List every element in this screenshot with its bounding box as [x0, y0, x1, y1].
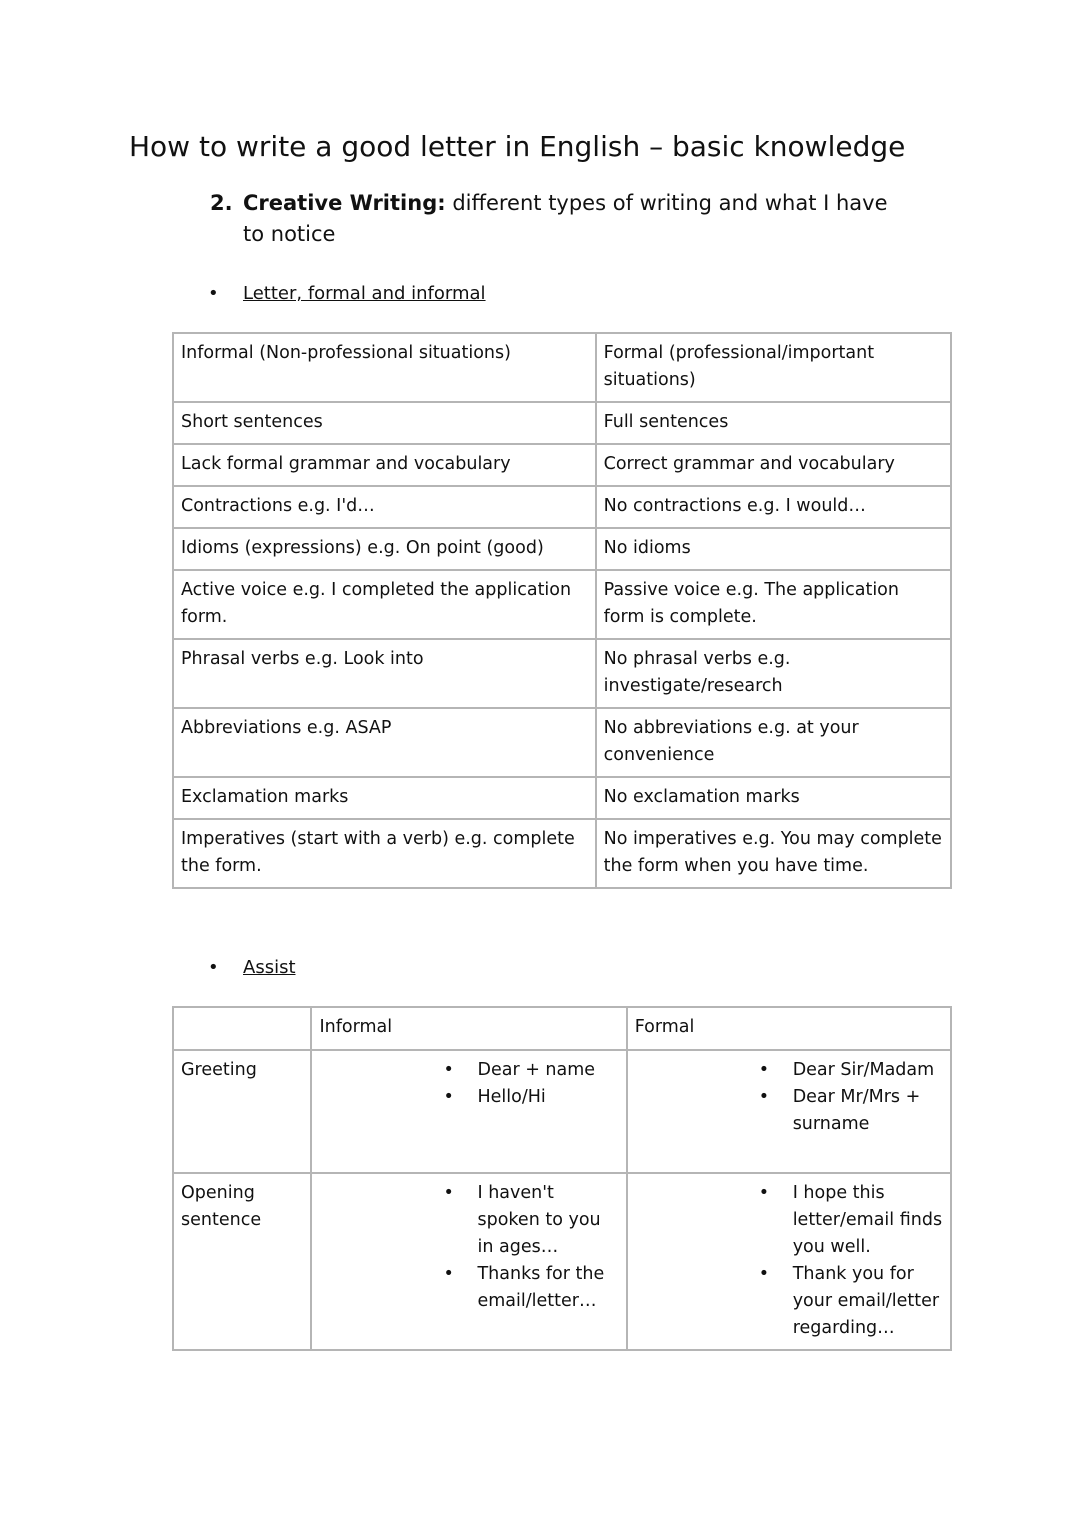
bullet-dot-icon: •: [758, 1087, 770, 1107]
list-item-text: Dear Sir/Madam: [792, 1060, 935, 1080]
informal-cell: Imperatives (start with a verb) e.g. complete the form.: [173, 819, 596, 888]
opening-label: Opening sentence: [173, 1173, 311, 1350]
list-item-text: Thank you for your email/letter regarding…: [792, 1264, 940, 1338]
page-title: How to write a good letter in English – basic knowledge: [129, 130, 906, 163]
formal-cell: Correct grammar and vocabulary: [596, 444, 951, 486]
assist-header-empty: [173, 1007, 311, 1050]
section-bold-label: Creative Writing:: [243, 191, 446, 215]
bullet-dot-icon: •: [443, 1264, 454, 1284]
bullet-dot-icon: •: [758, 1060, 770, 1080]
bullet-dot-icon: •: [208, 283, 219, 304]
bullet-dot-icon: •: [208, 957, 219, 978]
informal-cell: Informal (Non-professional situations): [173, 333, 596, 402]
list-item: [758, 1057, 943, 1084]
table-row: [173, 402, 951, 444]
greeting-informal-list: [443, 1057, 618, 1111]
greeting-label: Greeting: [173, 1050, 311, 1173]
section-heading: [210, 188, 910, 250]
bullet-assist-label: Assist: [243, 957, 296, 978]
list-item-text: Dear Mr/Mrs + surname: [792, 1087, 921, 1134]
list-item: [443, 1180, 618, 1261]
formal-cell: No imperatives e.g. You may complete the form when you have time.: [596, 819, 951, 888]
list-item: [758, 1084, 943, 1138]
comparison-table: [172, 332, 952, 889]
bullet-dot-icon: •: [758, 1264, 770, 1284]
informal-cell: Phrasal verbs e.g. Look into: [173, 639, 596, 708]
opening-formal-cell: [627, 1173, 951, 1350]
table-row: [173, 333, 951, 402]
assist-header-formal: Formal: [627, 1007, 951, 1050]
table-row: [173, 528, 951, 570]
list-item: [443, 1261, 618, 1315]
informal-cell: Idioms (expressions) e.g. On point (good): [173, 528, 596, 570]
greeting-informal-cell: [311, 1050, 626, 1173]
table-row: [173, 444, 951, 486]
greeting-formal-list: [758, 1057, 943, 1138]
list-item-text: I hope this letter/email finds you well.: [792, 1183, 943, 1257]
list-item: [758, 1261, 943, 1342]
formal-cell: No idioms: [596, 528, 951, 570]
bullet-dot-icon: •: [443, 1087, 454, 1107]
formal-cell: No abbreviations e.g. at your convenience: [596, 708, 951, 777]
list-item: [758, 1180, 943, 1261]
assist-greeting-row: [173, 1050, 951, 1173]
formal-cell: No exclamation marks: [596, 777, 951, 819]
assist-opening-row: [173, 1173, 951, 1350]
table-row: [173, 708, 951, 777]
informal-cell: Short sentences: [173, 402, 596, 444]
table-row: [173, 819, 951, 888]
informal-cell: Exclamation marks: [173, 777, 596, 819]
informal-cell: Active voice e.g. I completed the application form.: [173, 570, 596, 639]
list-item-text: I haven't spoken to you in ages…: [477, 1183, 601, 1257]
greeting-formal-cell: [627, 1050, 951, 1173]
formal-cell: Passive voice e.g. The application form is complete.: [596, 570, 951, 639]
section-number: 2.: [210, 191, 233, 215]
formal-cell: No contractions e.g. I would…: [596, 486, 951, 528]
informal-cell: Contractions e.g. I'd…: [173, 486, 596, 528]
table-row: [173, 486, 951, 528]
opening-informal-list: [443, 1180, 618, 1315]
bullet-letter: [208, 282, 486, 306]
assist-table: [172, 1006, 952, 1351]
list-item: [443, 1057, 618, 1084]
bullet-dot-icon: •: [443, 1060, 454, 1080]
formal-cell: Formal (professional/important situations): [596, 333, 951, 402]
list-item-text: Dear + name: [477, 1060, 596, 1080]
section-text: different types of writing and what I have to notice: [243, 191, 888, 246]
table-row: [173, 777, 951, 819]
table-row: [173, 639, 951, 708]
table-row: [173, 570, 951, 639]
bullet-assist: [208, 956, 296, 980]
opening-formal-list: [758, 1180, 943, 1342]
formal-cell: Full sentences: [596, 402, 951, 444]
bullet-dot-icon: •: [758, 1183, 770, 1203]
bullet-letter-label: Letter, formal and informal: [243, 283, 486, 304]
informal-cell: Abbreviations e.g. ASAP: [173, 708, 596, 777]
opening-informal-cell: [311, 1173, 626, 1350]
formal-cell: No phrasal verbs e.g. investigate/research: [596, 639, 951, 708]
list-item-text: Hello/Hi: [477, 1087, 546, 1107]
informal-cell: Lack formal grammar and vocabulary: [173, 444, 596, 486]
assist-header-informal: Informal: [311, 1007, 626, 1050]
assist-header-row: [173, 1007, 951, 1050]
list-item-text: Thanks for the email/letter…: [477, 1264, 605, 1311]
list-item: [443, 1084, 618, 1111]
bullet-dot-icon: •: [443, 1183, 454, 1203]
